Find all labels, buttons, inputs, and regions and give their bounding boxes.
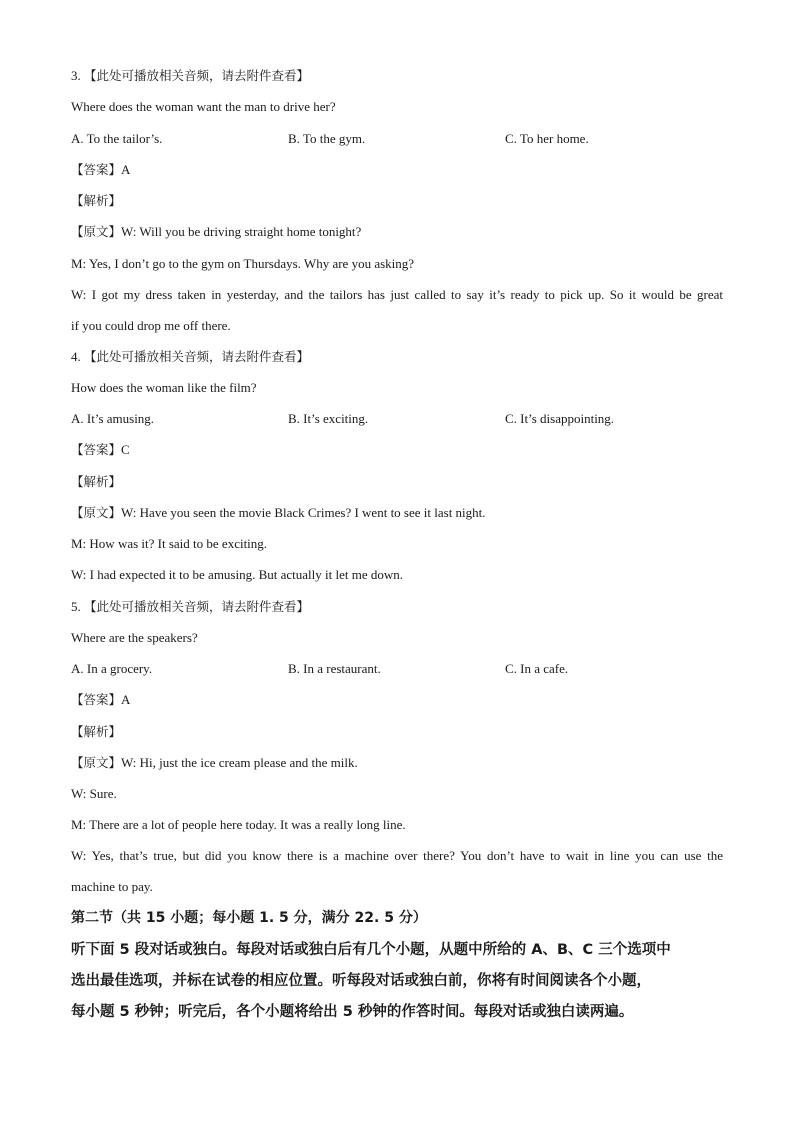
q3-transcript-line-2: M: Yes, I don’t go to the gym on Thursdays. Why are you asking? [71, 256, 415, 271]
q3-answer [71, 162, 130, 178]
q5-transcript-line-2: W: Sure. [71, 786, 117, 801]
section2-instructions-line-1: 听下面 5 段对话或独白。每段对话或独白后有几个小题，从题中所给的 A、B、C 三个选项中 [71, 942, 671, 958]
q4-transcript-line-2: M: How was it? It said to be exciting. [71, 536, 268, 551]
q5-audio-note[interactable]: 【此处可播放相关音频，请去附件查看】 [84, 599, 310, 614]
section2-heading: 第二节（共 15 小题；每小题 1. 5 分，满分 22. 5 分） [71, 910, 427, 926]
q4-question: How does the woman like the film? [71, 380, 257, 395]
q3-header [71, 68, 309, 84]
q4-audio-note[interactable]: 【此处可播放相关音频，请去附件查看】 [84, 349, 310, 364]
q5-option-b: B. In a restaurant. [288, 661, 381, 676]
q4-transcript-label: 【原文】 [71, 505, 122, 520]
q5-answer-label: 【答案】 [71, 692, 122, 707]
q5-answer-value: A [121, 692, 131, 707]
q4-transcript-text-1: W: Have you seen the movie Black Crimes? I went to see it last night. [121, 505, 486, 520]
q3-answer-label: 【答案】 [71, 162, 122, 177]
q5-transcript-line-3: M: There are a lot of people here today. It was a really long line. [71, 817, 406, 832]
q5-analysis-label: 【解析】 [71, 724, 122, 739]
q3-option-c: C. To her home. [505, 131, 589, 146]
q4-answer-label: 【答案】 [71, 442, 122, 457]
q4-number: 4. [71, 349, 81, 364]
q5-question: Where are the speakers? [71, 630, 198, 645]
q5-header [71, 599, 309, 615]
q4-transcript-line-1 [71, 505, 486, 521]
q5-transcript-line-4a: W: Yes, that’s true, but did you know there is a machine over there? You don’t have to wait in line you can use the [71, 848, 723, 863]
q4-option-b: B. It’s exciting. [288, 411, 369, 426]
q3-question: Where does the woman want the man to drive her? [71, 99, 336, 114]
q5-number: 5. [71, 599, 81, 614]
q3-transcript-label: 【原文】 [71, 224, 122, 239]
q3-answer-value: A [121, 162, 131, 177]
q5-transcript-text-1: W: Hi, just the ice cream please and the milk. [121, 755, 358, 770]
q4-transcript-line-3: W: I had expected it to be amusing. But actually it let me down. [71, 567, 404, 582]
q3-transcript-line-3b: if you could drop me off there. [71, 318, 231, 333]
q3-transcript-text-1: W: Will you be driving straight home tonight? [121, 224, 362, 239]
q5-transcript-line-4b: machine to pay. [71, 879, 153, 894]
section2-instructions-line-3: 每小题 5 秒钟；听完后，各个小题将给出 5 秒钟的作答时间。每段对话或独白读两遍。 [71, 1004, 634, 1020]
q3-option-a: A. To the tailor’s. [71, 131, 163, 146]
q3-option-b: B. To the gym. [288, 131, 366, 146]
section2-instructions-line-2: 选出最佳选项，并标在试卷的相应位置。听每段对话或独白前，你将有时间阅读各个小题， [71, 973, 651, 989]
q3-audio-note[interactable]: 【此处可播放相关音频，请去附件查看】 [84, 68, 310, 83]
q5-option-a: A. In a grocery. [71, 661, 153, 676]
q4-option-c: C. It’s disappointing. [505, 411, 615, 426]
q5-transcript-line-1 [71, 755, 358, 771]
q4-analysis-label: 【解析】 [71, 474, 122, 489]
q4-option-a: A. It’s amusing. [71, 411, 155, 426]
q3-number: 3. [71, 68, 81, 83]
q3-analysis-label: 【解析】 [71, 193, 122, 208]
q4-header [71, 349, 309, 365]
q5-transcript-label: 【原文】 [71, 755, 122, 770]
q4-answer [71, 442, 130, 458]
q4-answer-value: C [121, 442, 130, 457]
q3-transcript-line-1 [71, 224, 361, 240]
q3-transcript-line-3a: W: I got my dress taken in yesterday, and the tailors has just called to say it’s ready to pick up. So it would be great [71, 287, 723, 302]
q5-answer [71, 692, 130, 708]
q5-option-c: C. In a cafe. [505, 661, 569, 676]
